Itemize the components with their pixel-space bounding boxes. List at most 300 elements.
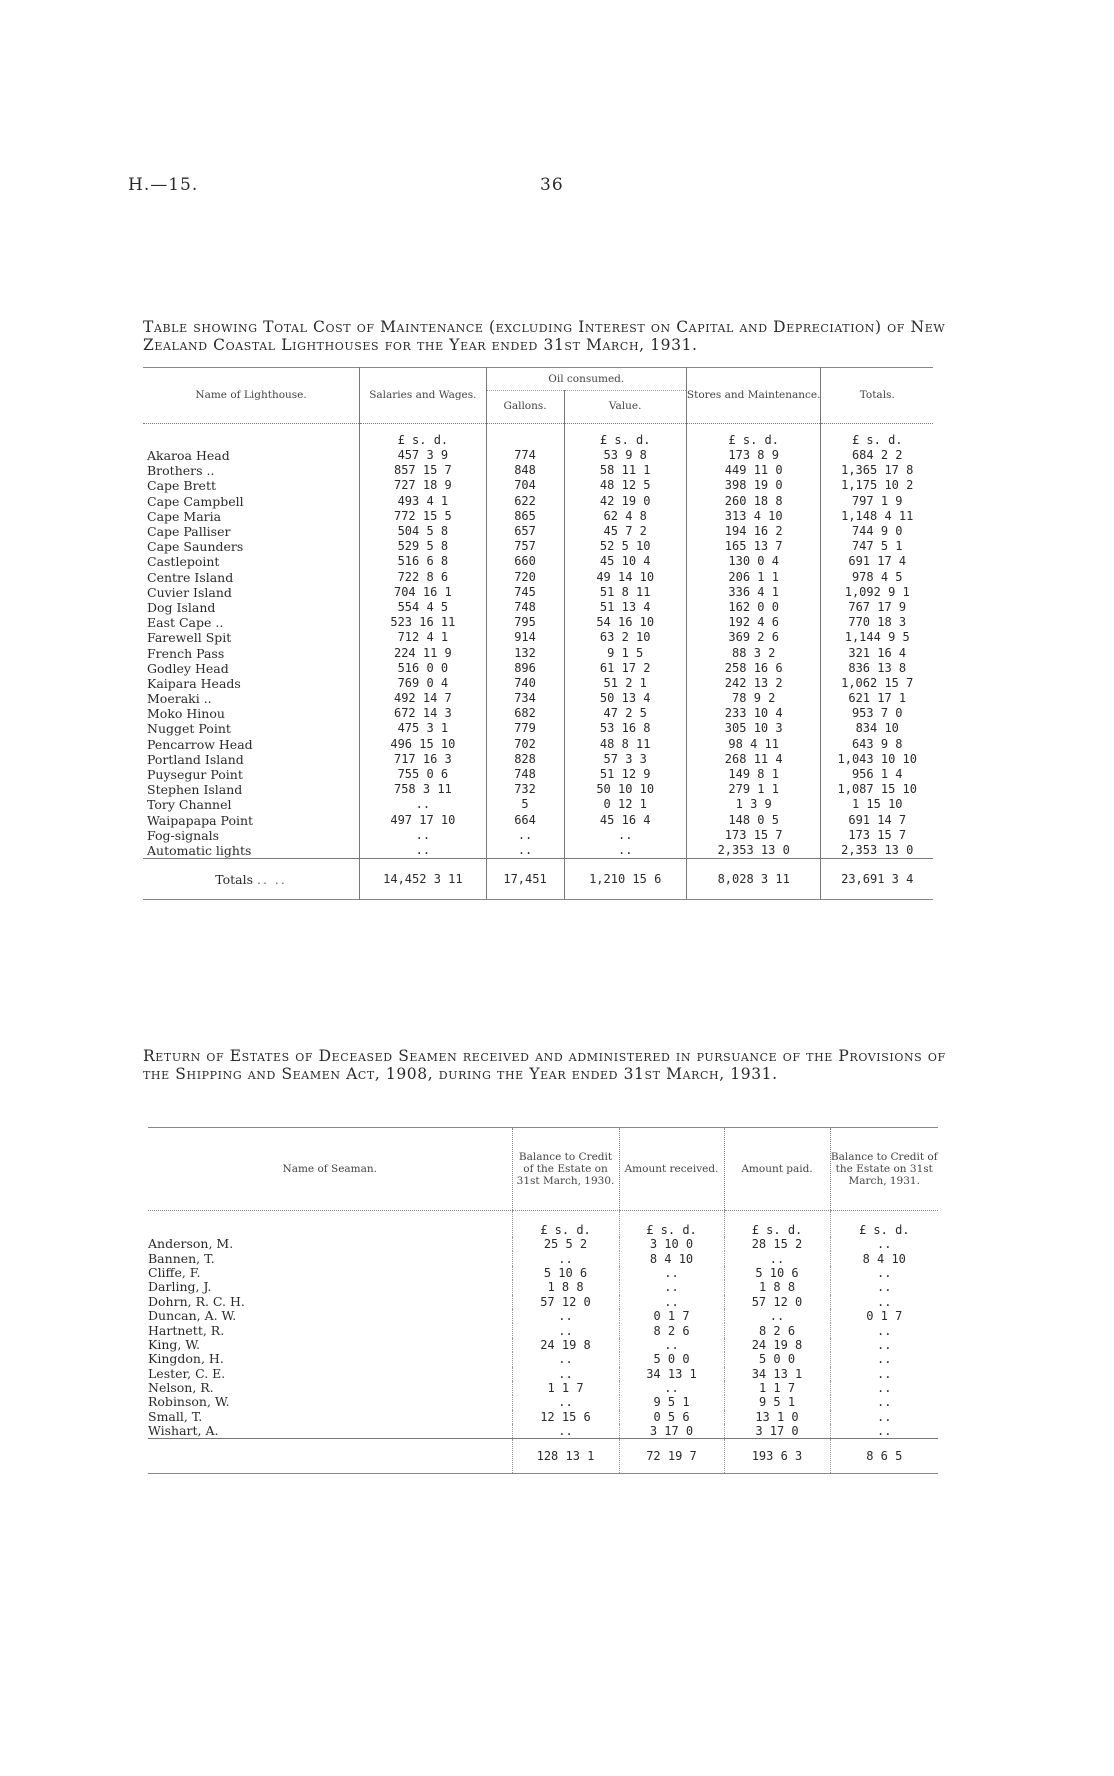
totals-cell: 1,365 17 8	[821, 463, 933, 478]
lighthouse-row	[143, 676, 933, 691]
gallons-cell: 865	[486, 509, 564, 524]
stores-cell: 173 8 9	[686, 448, 821, 463]
seaman-row	[148, 1323, 938, 1337]
totals-cell: 321 16 4	[821, 645, 933, 660]
gallons-cell: 748	[486, 767, 564, 782]
gallons-cell: 732	[486, 782, 564, 797]
header-amount-received: Amount received.	[619, 1128, 724, 1211]
seamen-estates-table	[148, 1127, 938, 1474]
paid-cell: 34 13 1	[724, 1367, 830, 1381]
seaman-name: Bannen, T.	[148, 1250, 215, 1266]
seaman-name: Cliffe, F.	[148, 1264, 201, 1280]
salaries-cell: 712 4 1	[360, 630, 486, 645]
salaries-cell: 224 11 9	[360, 645, 486, 660]
seaman-row	[148, 1295, 938, 1309]
received-cell: 9 5 1	[619, 1395, 724, 1409]
stores-cell: 369 2 6	[686, 630, 821, 645]
balance-1930-cell: ..	[512, 1352, 619, 1366]
seaman-row	[148, 1251, 938, 1265]
stores-cell: 268 11 4	[686, 752, 821, 767]
value-cell: 45 10 4	[564, 554, 686, 569]
lighthouse-name: East Cape ..	[147, 615, 224, 631]
lighthouse-row	[143, 782, 933, 797]
stores-cell: 449 11 0	[686, 463, 821, 478]
lighthouse-name: Puysegur Point	[147, 767, 243, 783]
total-balance-1930: 128 13 1	[512, 1439, 619, 1474]
lighthouse-name: Cape Saunders	[147, 539, 244, 555]
lighthouse-name: Cape Brett	[147, 478, 216, 494]
totals-cell: 684 2 2	[821, 448, 933, 463]
unit-value: £ s. d.	[564, 424, 686, 449]
gallons-cell: 660	[486, 554, 564, 569]
salaries-cell: 717 16 3	[360, 752, 486, 767]
lighthouse-row	[143, 752, 933, 767]
salaries-cell: 722 8 6	[360, 570, 486, 585]
stores-cell: 149 8 1	[686, 767, 821, 782]
lighthouse-name: Portland Island	[147, 751, 244, 767]
total-salaries: 14,452 3 11	[360, 859, 486, 900]
total-stores: 8,028 3 11	[686, 859, 821, 900]
totals-cell: 744 9 0	[821, 524, 933, 539]
salaries-cell: ..	[360, 828, 486, 843]
balance-1930-cell: ..	[512, 1395, 619, 1409]
salaries-cell: 496 15 10	[360, 737, 486, 752]
lighthouse-row	[143, 509, 933, 524]
seaman-name: King, W.	[148, 1336, 200, 1352]
page-reference: H.—15.	[128, 175, 199, 195]
unit-received: £ s. d.	[619, 1211, 724, 1238]
balance-1931-cell: ..	[830, 1338, 938, 1352]
stores-cell: 162 0 0	[686, 600, 821, 615]
gallons-cell: 774	[486, 448, 564, 463]
lighthouse-row	[143, 691, 933, 706]
header-totals: Totals.	[821, 368, 933, 422]
lighthouse-name: Dog Island	[147, 599, 216, 615]
balance-1931-cell: ..	[830, 1352, 938, 1366]
salaries-cell: ..	[360, 843, 486, 859]
lighthouse-name: Cape Maria	[147, 508, 222, 524]
totals-cell: 834 10	[821, 721, 933, 736]
lighthouse-name: Castlepoint	[147, 554, 220, 570]
totals-cell: 747 5 1	[821, 539, 933, 554]
lighthouse-row	[143, 721, 933, 736]
lighthouse-row	[143, 767, 933, 782]
received-cell: 0 1 7	[619, 1309, 724, 1323]
totals-cell: 956 1 4	[821, 767, 933, 782]
header-seaman-name: Name of Seaman.	[148, 1128, 512, 1211]
stores-cell: 206 1 1	[686, 570, 821, 585]
balance-1931-cell: ..	[830, 1367, 938, 1381]
lighthouse-row	[143, 585, 933, 600]
gallons-cell: 657	[486, 524, 564, 539]
unit-paid: £ s. d.	[724, 1211, 830, 1238]
stores-cell: 148 0 5	[686, 813, 821, 828]
stores-cell: 313 4 10	[686, 509, 821, 524]
stores-cell: 88 3 2	[686, 645, 821, 660]
totals-cell: 643 9 8	[821, 737, 933, 752]
balance-1931-cell: ..	[830, 1410, 938, 1424]
seaman-row	[148, 1237, 938, 1251]
salaries-cell: 475 3 1	[360, 721, 486, 736]
seaman-row	[148, 1338, 938, 1352]
stores-cell: 336 4 1	[686, 585, 821, 600]
balance-1931-cell: ..	[830, 1424, 938, 1439]
salaries-cell: 493 4 1	[360, 494, 486, 509]
paid-cell: 28 15 2	[724, 1237, 830, 1251]
salaries-cell: 497 17 10	[360, 813, 486, 828]
header-gallons: Gallons.	[486, 391, 564, 422]
totals-cell: 1,144 9 5	[821, 630, 933, 645]
lighthouse-name: Moeraki ..	[147, 691, 212, 707]
salaries-cell: ..	[360, 797, 486, 812]
value-cell: 42 19 0	[564, 494, 686, 509]
value-cell: 61 17 2	[564, 661, 686, 676]
paid-cell: 3 17 0	[724, 1424, 830, 1439]
lighthouse-name: French Pass	[147, 645, 225, 661]
totals-cell: 1,148 4 11	[821, 509, 933, 524]
header-salaries: Salaries and Wages.	[360, 368, 486, 422]
paid-cell: 1 8 8	[724, 1280, 830, 1294]
seaman-row	[148, 1266, 938, 1280]
value-cell: 45 16 4	[564, 813, 686, 828]
header-stores: Stores and Maintenance.	[686, 368, 821, 422]
value-cell: 0 12 1	[564, 797, 686, 812]
value-cell: 58 11 1	[564, 463, 686, 478]
lighthouse-row	[143, 554, 933, 569]
totals-cell: 1,087 15 10	[821, 782, 933, 797]
totals-label: Totals .. ..	[143, 859, 360, 900]
total-totals: 23,691 3 4	[821, 859, 933, 900]
lighthouse-name: Fog-signals	[147, 827, 220, 843]
balance-1931-cell: ..	[830, 1295, 938, 1309]
lighthouse-name: Waipapapa Point	[147, 812, 254, 828]
header-value: Value.	[564, 391, 686, 422]
paid-cell: 5 10 6	[724, 1266, 830, 1280]
received-cell: ..	[619, 1381, 724, 1395]
received-cell: 8 2 6	[619, 1323, 724, 1337]
gallons-cell: 682	[486, 706, 564, 721]
value-cell: 53 9 8	[564, 448, 686, 463]
paid-cell: 57 12 0	[724, 1295, 830, 1309]
lighthouse-name: Cuvier Island	[147, 584, 232, 600]
salaries-cell: 772 15 5	[360, 509, 486, 524]
received-cell: 5 0 0	[619, 1352, 724, 1366]
value-cell: 57 3 3	[564, 752, 686, 767]
balance-1930-cell: 12 15 6	[512, 1410, 619, 1424]
lighthouse-name: Godley Head	[147, 660, 229, 676]
gallons-cell: 848	[486, 463, 564, 478]
stores-cell: 194 16 2	[686, 524, 821, 539]
value-cell: 50 10 10	[564, 782, 686, 797]
totals-cell: 1 15 10	[821, 797, 933, 812]
unit-totals: £ s. d.	[821, 424, 933, 449]
lighthouse-row	[143, 539, 933, 554]
received-cell: 3 10 0	[619, 1237, 724, 1251]
seaman-name: Hartnett, R.	[148, 1322, 225, 1338]
lighthouse-row	[143, 706, 933, 721]
value-cell: 53 16 8	[564, 721, 686, 736]
paid-cell: 13 1 0	[724, 1410, 830, 1424]
salaries-cell: 727 18 9	[360, 478, 486, 493]
lighthouse-row	[143, 448, 933, 463]
totals-cell: 797 1 9	[821, 494, 933, 509]
lighthouse-cost-table	[143, 367, 933, 900]
value-cell: 52 5 10	[564, 539, 686, 554]
lighthouse-row	[143, 828, 933, 843]
value-cell: 51 2 1	[564, 676, 686, 691]
value-cell: 62 4 8	[564, 509, 686, 524]
value-cell: 47 2 5	[564, 706, 686, 721]
lighthouse-name: Stephen Island	[147, 782, 243, 798]
received-cell: ..	[619, 1338, 724, 1352]
balance-1931-cell: ..	[830, 1237, 938, 1251]
salaries-cell: 504 5 8	[360, 524, 486, 539]
lighthouse-row	[143, 797, 933, 812]
salaries-cell: 672 14 3	[360, 706, 486, 721]
salaries-cell: 857 15 7	[360, 463, 486, 478]
gallons-cell: 734	[486, 691, 564, 706]
seaman-name: Duncan, A. W.	[148, 1308, 237, 1324]
gallons-cell: 757	[486, 539, 564, 554]
lighthouse-name: Cape Palliser	[147, 524, 231, 540]
lighthouse-name: Nugget Point	[147, 721, 231, 737]
received-cell: 3 17 0	[619, 1424, 724, 1439]
totals-cell: 1,043 10 10	[821, 752, 933, 767]
gallons-cell: 704	[486, 478, 564, 493]
seaman-row	[148, 1280, 938, 1294]
gallons-cell: 779	[486, 721, 564, 736]
paid-cell: 1 1 7	[724, 1381, 830, 1395]
header-amount-paid: Amount paid.	[724, 1128, 830, 1211]
value-cell: 63 2 10	[564, 630, 686, 645]
value-cell: 50 13 4	[564, 691, 686, 706]
received-cell: ..	[619, 1295, 724, 1309]
balance-1930-cell: 25 5 2	[512, 1237, 619, 1251]
header-lighthouse-name: Name of Lighthouse.	[195, 388, 307, 401]
seaman-row	[148, 1367, 938, 1381]
value-cell: 48 8 11	[564, 737, 686, 752]
totals-cell: 836 13 8	[821, 661, 933, 676]
stores-cell: 165 13 7	[686, 539, 821, 554]
lighthouse-row	[143, 478, 933, 493]
value-cell: 48 12 5	[564, 478, 686, 493]
header-balance-1930: Balance to Credit of the Estate on 31st March, 1930.	[512, 1128, 619, 1211]
lighthouse-name: Farewell Spit	[147, 630, 232, 646]
balance-1931-cell: 8 4 10	[830, 1251, 938, 1265]
received-cell: 0 5 6	[619, 1410, 724, 1424]
stores-cell: 233 10 4	[686, 706, 821, 721]
lighthouse-row	[143, 630, 933, 645]
lighthouse-name: Akaroa Head	[147, 448, 230, 464]
salaries-cell: 529 5 8	[360, 539, 486, 554]
value-cell: ..	[564, 843, 686, 859]
seaman-name: Dohrn, R. C. H.	[148, 1293, 245, 1309]
received-cell: ..	[619, 1280, 724, 1294]
value-cell: 9 1 5	[564, 645, 686, 660]
stores-cell: 78 9 2	[686, 691, 821, 706]
received-cell: 8 4 10	[619, 1251, 724, 1265]
total-gallons: 17,451	[486, 859, 564, 900]
unit-salaries: £ s. d.	[360, 424, 486, 449]
balance-1931-cell: ..	[830, 1323, 938, 1337]
stores-cell: 98 4 11	[686, 737, 821, 752]
gallons-cell: 740	[486, 676, 564, 691]
totals-cell: 767 17 9	[821, 600, 933, 615]
lighthouse-row	[143, 463, 933, 478]
page-number: 36	[540, 175, 564, 195]
paid-cell: 24 19 8	[724, 1338, 830, 1352]
stores-cell: 173 15 7	[686, 828, 821, 843]
unit-balance-1930: £ s. d.	[512, 1211, 619, 1238]
stores-cell: 305 10 3	[686, 721, 821, 736]
seaman-row	[148, 1352, 938, 1366]
salaries-cell: 704 16 1	[360, 585, 486, 600]
stores-cell: 192 4 6	[686, 615, 821, 630]
totals-cell: 978 4 5	[821, 570, 933, 585]
totals-cell: 953 7 0	[821, 706, 933, 721]
salaries-cell: 523 16 11	[360, 615, 486, 630]
seaman-row	[148, 1410, 938, 1424]
totals-cell: 1,092 9 1	[821, 585, 933, 600]
stores-cell: 1 3 9	[686, 797, 821, 812]
seaman-name: Robinson, W.	[148, 1394, 230, 1410]
lighthouse-row	[143, 615, 933, 630]
lighthouse-row	[143, 843, 933, 859]
balance-1930-cell: ..	[512, 1424, 619, 1439]
lighthouse-name: Moko Hinou	[147, 706, 225, 722]
balance-1930-cell: 1 1 7	[512, 1381, 619, 1395]
balance-1930-cell: 57 12 0	[512, 1295, 619, 1309]
lighthouse-row	[143, 494, 933, 509]
gallons-cell: 132	[486, 645, 564, 660]
stores-cell: 260 18 8	[686, 494, 821, 509]
seaman-name: Nelson, R.	[148, 1380, 214, 1396]
balance-1930-cell: 1 8 8	[512, 1280, 619, 1294]
gallons-cell: 664	[486, 813, 564, 828]
gallons-cell: 914	[486, 630, 564, 645]
totals-cell: 621 17 1	[821, 691, 933, 706]
paid-cell: 8 2 6	[724, 1323, 830, 1337]
stores-cell: 242 13 2	[686, 676, 821, 691]
gallons-cell: 745	[486, 585, 564, 600]
lighthouse-name: Brothers ..	[147, 463, 215, 479]
salaries-cell: 457 3 9	[360, 448, 486, 463]
seaman-row	[148, 1395, 938, 1409]
header-balance-1931: Balance to Credit of the Estate on 31st March, 1931.	[830, 1128, 938, 1211]
lighthouse-row	[143, 570, 933, 585]
salaries-cell: 516 0 0	[360, 661, 486, 676]
paid-cell: 5 0 0	[724, 1352, 830, 1366]
salaries-cell: 755 0 6	[360, 767, 486, 782]
lighthouse-name: Centre Island	[147, 569, 234, 585]
unit-stores: £ s. d.	[686, 424, 821, 449]
salaries-cell: 516 6 8	[360, 554, 486, 569]
total-paid: 193 6 3	[724, 1439, 830, 1474]
lighthouse-row	[143, 645, 933, 660]
gallons-cell: 720	[486, 570, 564, 585]
value-cell: 54 16 10	[564, 615, 686, 630]
seaman-name: Darling, J.	[148, 1279, 212, 1295]
balance-1930-cell: ..	[512, 1251, 619, 1265]
stores-cell: 279 1 1	[686, 782, 821, 797]
balance-1931-cell: ..	[830, 1266, 938, 1280]
balance-1931-cell: ..	[830, 1395, 938, 1409]
totals-cell: 770 18 3	[821, 615, 933, 630]
seaman-row	[148, 1309, 938, 1323]
value-cell: 49 14 10	[564, 570, 686, 585]
lighthouse-name: Tory Channel	[147, 797, 232, 813]
lighthouse-name: Automatic lights	[147, 842, 252, 858]
unit-balance-1931: £ s. d.	[830, 1211, 938, 1238]
balance-1930-cell: 5 10 6	[512, 1266, 619, 1280]
lighthouse-row	[143, 813, 933, 828]
value-cell: 51 8 11	[564, 585, 686, 600]
lighthouse-row	[143, 737, 933, 752]
total-balance-1931: 8 6 5	[830, 1439, 938, 1474]
balance-1930-cell: 24 19 8	[512, 1338, 619, 1352]
gallons-cell: ..	[486, 828, 564, 843]
paid-cell: 9 5 1	[724, 1395, 830, 1409]
salaries-cell: 769 0 4	[360, 676, 486, 691]
paid-cell: ..	[724, 1251, 830, 1265]
gallons-cell: 702	[486, 737, 564, 752]
totals-cell: 1,175 10 2	[821, 478, 933, 493]
gallons-cell: 896	[486, 661, 564, 676]
salaries-cell: 758 3 11	[360, 782, 486, 797]
salaries-cell: 554 4 5	[360, 600, 486, 615]
seaman-name: Wishart, A.	[148, 1423, 219, 1439]
lighthouse-name: Cape Campbell	[147, 493, 244, 509]
received-cell: 34 13 1	[619, 1367, 724, 1381]
balance-1931-cell: 0 1 7	[830, 1309, 938, 1323]
seaman-row	[148, 1424, 938, 1439]
gallons-cell: ..	[486, 843, 564, 859]
lighthouse-row	[143, 661, 933, 676]
balance-1931-cell: ..	[830, 1280, 938, 1294]
paid-cell: ..	[724, 1309, 830, 1323]
value-cell: ..	[564, 828, 686, 843]
stores-cell: 398 19 0	[686, 478, 821, 493]
balance-1930-cell: ..	[512, 1323, 619, 1337]
balance-1930-cell: ..	[512, 1367, 619, 1381]
seamen-table-title: Return of Estates of Deceased Seamen received and administered in pursuance of the Provisions of the Shipping and Seamen Act, 1908, during the Year ended 31st March, 1931.	[143, 1047, 946, 1083]
gallons-cell: 5	[486, 797, 564, 812]
gallons-cell: 828	[486, 752, 564, 767]
seaman-name: Anderson, M.	[148, 1236, 234, 1252]
salaries-cell: 492 14 7	[360, 691, 486, 706]
seaman-name: Small, T.	[148, 1408, 203, 1424]
totals-cell: 2,353 13 0	[821, 843, 933, 859]
lighthouse-name: Pencarrow Head	[147, 736, 253, 752]
totals-cell: 173 15 7	[821, 828, 933, 843]
lighthouse-row	[143, 524, 933, 539]
value-cell: 51 12 9	[564, 767, 686, 782]
totals-cell: 691 14 7	[821, 813, 933, 828]
lighthouse-row	[143, 600, 933, 615]
total-received: 72 19 7	[619, 1439, 724, 1474]
header-oil-consumed: Oil consumed.	[486, 368, 686, 391]
stores-cell: 258 16 6	[686, 661, 821, 676]
stores-cell: 2,353 13 0	[686, 843, 821, 859]
value-cell: 51 13 4	[564, 600, 686, 615]
lighthouse-totals-row	[143, 859, 933, 900]
received-cell: ..	[619, 1266, 724, 1280]
seamen-totals-row	[148, 1439, 938, 1474]
stores-cell: 130 0 4	[686, 554, 821, 569]
seaman-row	[148, 1381, 938, 1395]
balance-1930-cell: ..	[512, 1309, 619, 1323]
gallons-cell: 622	[486, 494, 564, 509]
